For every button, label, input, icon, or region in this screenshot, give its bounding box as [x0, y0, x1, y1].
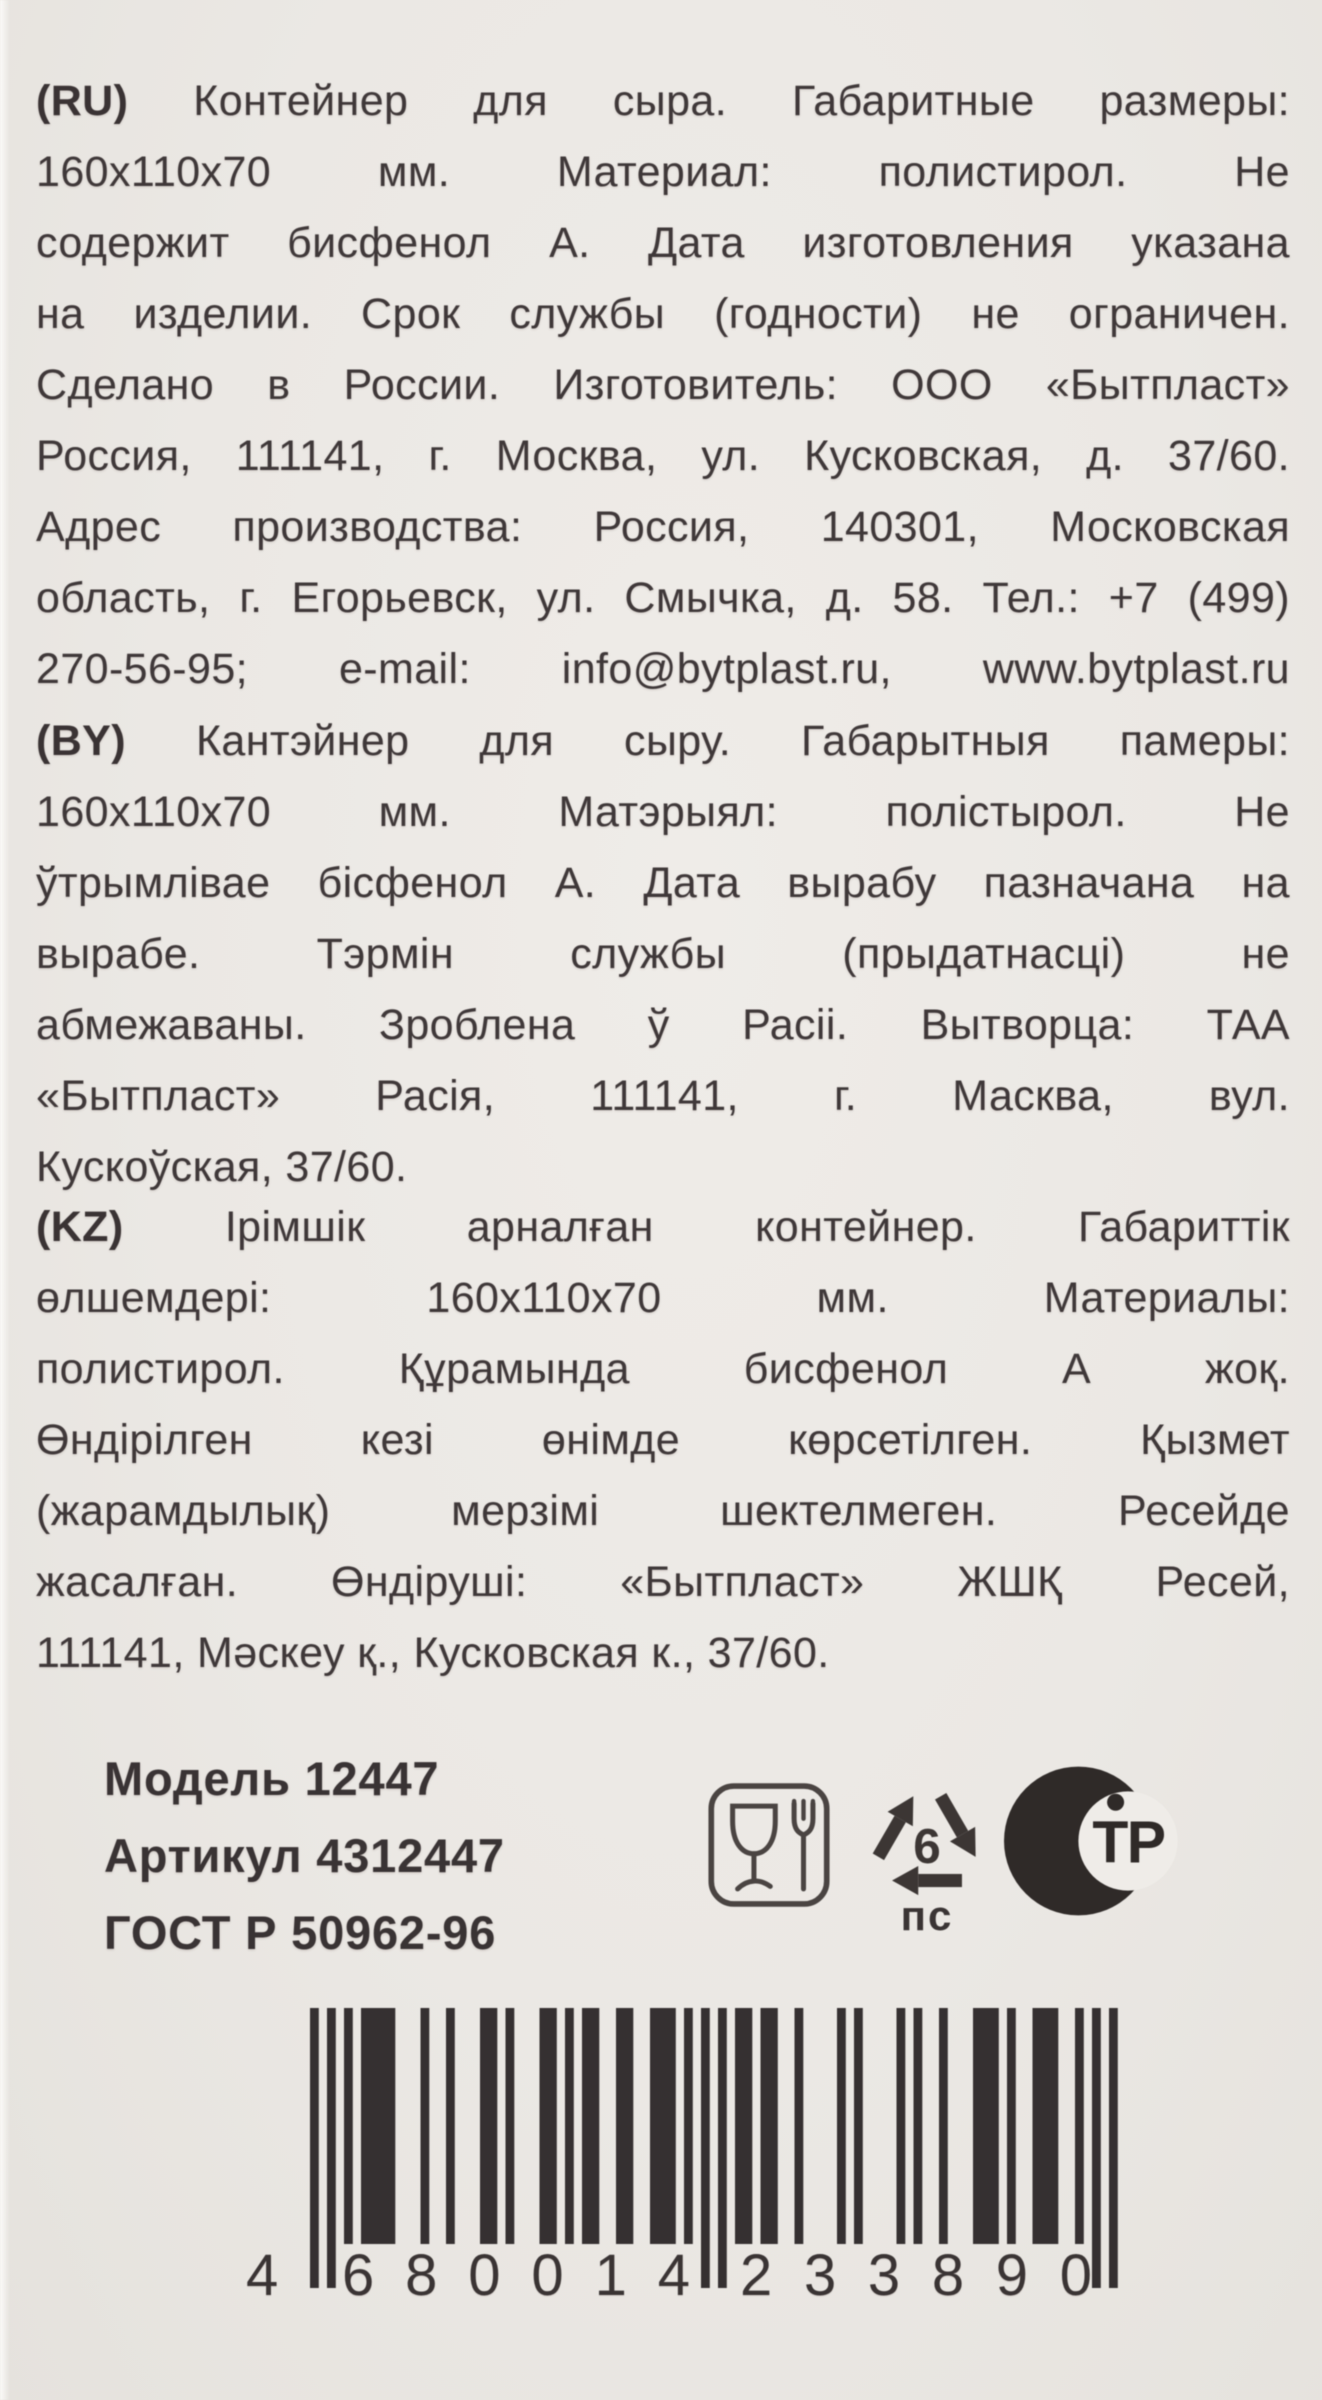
text-line: 160х110х70 мм. Матэрыял: полістырол. Не: [36, 788, 1290, 836]
barcode-digit: 0: [468, 2243, 501, 2308]
text-line: (жарамдылық) мерзімі шектелмеген. Ресейде: [36, 1487, 1290, 1535]
text-line: (KZ) Ірімшік арналған контейнер. Габариттік: [36, 1203, 1290, 1251]
text-line: на изделии. Срок службы (годности) не ограничен.: [36, 290, 1290, 338]
gost-standard: ГОСТ Р 50962-96: [104, 1906, 497, 1959]
barcode-digit: 8: [405, 2243, 438, 2308]
text-line: Россия, 111141, г. Москва, ул. Кусковская, д. 37/60.: [36, 432, 1290, 480]
barcode-digit-first: 4: [246, 2243, 279, 2308]
photo-edge: [0, 0, 10, 2400]
model-number: Модель 12447: [104, 1752, 440, 1805]
barcode-digit: 0: [531, 2243, 564, 2308]
barcode-digit: 3: [803, 2243, 837, 2308]
food-safe-icon: [706, 1781, 832, 1909]
barcode-digit: 1: [594, 2243, 627, 2308]
text-line: (BY) Кантэйнер для сыру. Габарытныя памеры:: [36, 717, 1290, 765]
text-line: область, г. Егорьевск, ул. Смычка, д. 58. Тел.: +7 (499): [36, 574, 1290, 622]
barcode-digits-right: [740, 2242, 1092, 2309]
text-line: ўтрымлівае бісфенол А. Дата вырабу пазначана на: [36, 859, 1290, 907]
barcode-digit: 9: [995, 2243, 1029, 2308]
recycling-ps6-icon: [854, 1764, 1000, 1940]
recycling-material-label: пс: [900, 1892, 954, 1939]
recycling-code: 6: [913, 1819, 941, 1875]
text-line: 111141, Мәскеу қ., Кусковская к., 37/60.: [36, 1629, 830, 1677]
barcode-digit: 0: [1059, 2243, 1092, 2308]
barcode-digit: 6: [342, 2243, 375, 2308]
text-line: (RU) Контейнер для сыра. Габаритные размеры:: [36, 77, 1290, 125]
label-text-kz: [36, 1192, 1290, 1689]
barcode-digit: 4: [657, 2243, 690, 2308]
text-line: абмежаваны. Зроблена ў Расіі. Вытворца: ТАА: [36, 1001, 1290, 1049]
article-number: Артикул 4312447: [104, 1829, 505, 1882]
text-line: Адрес производства: Россия, 140301, Московская: [36, 503, 1290, 551]
text-line: содержит бисфенол А. Дата изготовления указана: [36, 219, 1290, 267]
text-line: «Бытпласт» Расія, 111141, г. Масква, вул.: [36, 1072, 1290, 1120]
barcode-digit: 8: [931, 2243, 965, 2308]
text-line: Өндірілген кезі өнімде көрсетілген. Қызмет: [36, 1416, 1290, 1464]
svg-text:ТР: ТР: [1092, 1810, 1165, 1876]
text-line: 160х110х70 мм. Материал: полистирол. Не: [36, 148, 1290, 196]
barcode-digit: 2: [740, 2243, 773, 2308]
text-line: вырабе. Тэрмін службы (прыдатнасці) не: [36, 930, 1290, 978]
label-text-by: [36, 706, 1290, 1203]
text-line: полистирол. Құрамында бисфенол А жоқ.: [36, 1345, 1290, 1393]
barcode-digits-left: [342, 2242, 690, 2309]
text-line: Кускоўская, 37/60.: [36, 1143, 408, 1191]
text-line: жасалған. Өндіруші: «Бытпласт» ЖШҚ Ресей,: [36, 1558, 1290, 1606]
text-line: Сделано в России. Изготовитель: ООО «Бытпласт»: [36, 361, 1290, 409]
text-line: 270-56-95; e-mail: info@bytplast.ru, www.bytplast.ru: [36, 645, 1290, 693]
barcode-digit: 3: [867, 2243, 901, 2308]
str-conformity-icon: [1004, 1762, 1190, 1920]
label-text-ru: [36, 66, 1290, 705]
text-line: өлшемдері: 160х110х70 мм. Материалы:: [36, 1274, 1290, 1322]
product-codes: [104, 1740, 505, 1971]
